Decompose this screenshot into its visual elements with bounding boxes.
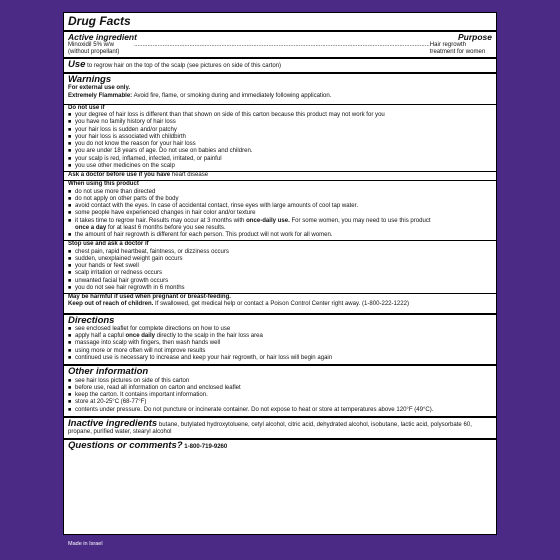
children-warning xyxy=(68,301,492,308)
list-item: ■ you are under 18 years of age. Do not use on babies and children. xyxy=(68,148,492,155)
list-item: ■ do not use more than directed xyxy=(68,189,492,196)
active-ingredient-text: Minoxidil 5% w/w (without propellant) xyxy=(68,41,120,56)
flammable-label: Extremely Flammable: xyxy=(68,92,133,99)
questions-phone: 1-800-719-9260 xyxy=(184,444,228,451)
list-item: ■ see enclosed leaflet for complete directions on how to use xyxy=(68,326,492,333)
children-label: Keep out of reach of children. xyxy=(68,301,154,308)
active-ingredient-row xyxy=(68,42,492,57)
stop-use-heading: Stop use and ask a doctor if xyxy=(68,241,149,248)
list-item: ■ apply half a capful once daily directly to the scalp in the hair loss area xyxy=(68,333,492,340)
directions-heading: Directions xyxy=(68,314,115,326)
list-item: ■ continued use is necessary to increase and keep your hair regrowth, or hair loss will begin again xyxy=(68,355,492,362)
list-item: ■ unwanted facial hair growth occurs xyxy=(68,278,492,285)
list-item: ■ your degree of hair loss is different than that shown on side of this carton because this product may not work for you xyxy=(68,112,492,119)
warnings-heading: Warnings xyxy=(68,73,112,85)
ask-doctor-text: heart disease xyxy=(171,172,209,179)
list-item: ■ your hair loss is sudden and/or patchy xyxy=(68,127,492,134)
list-item: ■ using more or more often will not improve results xyxy=(68,348,492,355)
list-item: ■ you use other medicines on the scalp xyxy=(68,163,492,170)
list-item: ■ before use, read all information on carton and enclosed leaflet xyxy=(68,385,492,392)
use-text: to regrow hair on the top of the scalp (see pictures on side of this carton) xyxy=(87,63,282,70)
list-item: ■ it takes time to regrow hair. Results may occur at 3 months with once-daily use. For some women, you may need to use this product once a day for at least 6 months before you see results. xyxy=(68,218,492,233)
questions-section xyxy=(68,440,492,451)
list-item: ■ massage into scalp with fingers, then wash hands well xyxy=(68,340,492,347)
when-using-list xyxy=(68,189,492,240)
pregnant-warning: May be harmful if used when pregnant or breast-feeding. xyxy=(68,294,231,301)
list-item: ■ your hands or feet swell xyxy=(68,263,492,270)
made-in-text: Made in Israel xyxy=(68,541,103,547)
use-section xyxy=(68,59,492,70)
list-item: ■ your scalp is red, inflamed, infected, irritated, or painful xyxy=(68,156,492,163)
inactive-heading: Inactive ingredients xyxy=(68,417,158,429)
dot-leader: ................................................................................................................................................................................ xyxy=(134,41,430,48)
list-item: ■ the amount of hair regrowth is different for each person. This product will not work for all women. xyxy=(68,232,492,239)
ask-doctor-line xyxy=(68,172,492,179)
list-item: ■ chest pain, rapid heartbeat, faintness, or dizziness occurs xyxy=(68,249,492,256)
list-item: ■ your hair loss is associated with childbirth xyxy=(68,134,492,141)
list-item: ■ keep the carton. It contains important information. xyxy=(68,392,492,399)
list-item: ■ scalp irritation or redness occurs xyxy=(68,270,492,277)
external-use-text: For external use only. xyxy=(68,85,131,92)
children-text: If swallowed, get medical help or contact a Poison Control Center right away. (1-800-222-1222) xyxy=(155,301,410,308)
drug-facts-title: Drug Facts xyxy=(68,14,131,28)
list-item: ■ do not apply on other parts of the body xyxy=(68,196,492,203)
inactive-section xyxy=(68,418,492,437)
questions-heading: Questions or comments? xyxy=(68,440,183,452)
purpose-heading: Purpose xyxy=(457,31,492,42)
list-item: ■ some people have experienced changes in hair color and/or texture xyxy=(68,210,492,217)
drug-facts-panel xyxy=(63,12,497,535)
flammable-text: Avoid fire, flame, or smoking during and immediately following application. xyxy=(133,92,332,99)
do-not-use-heading: Do not use if xyxy=(68,104,105,111)
list-item: ■ sudden, unexplained weight gain occurs xyxy=(68,256,492,263)
directions-list xyxy=(68,326,492,362)
stop-use-list xyxy=(68,249,492,293)
list-item: ■ you do not know the reason for your hair loss xyxy=(68,141,492,148)
when-using-heading: When using this product xyxy=(68,181,139,188)
flammable-line xyxy=(68,93,492,100)
list-item: ■ store at 20-25°C (68-77°F) xyxy=(68,399,492,406)
other-info-list xyxy=(68,378,492,414)
list-item: ■ see hair loss pictures on side of this carton xyxy=(68,378,492,385)
list-item: ■ contents under pressure. Do not puncture or incinerate container. Do not expose to heat or store at temperatures above 120°F (49°C). xyxy=(68,407,492,414)
inactive-text: butane, butylated hydroxytoluene, cetyl alcohol, citric acid, dehydrated alcohol, isobutane, lactic acid, polysorbate 60, propane, purified water, stearyl alcohol xyxy=(68,421,472,436)
list-item: ■ you do not see hair regrowth in 6 months xyxy=(68,285,492,292)
do-not-use-list xyxy=(68,112,492,170)
use-heading: Use xyxy=(68,59,86,71)
list-item: ■ avoid contact with the eyes. In case of accidental contact, rinse eyes with large amounts of cool tap water. xyxy=(68,203,492,210)
ask-doctor-heading: Ask a doctor before use if you have xyxy=(68,172,171,179)
list-item: ■ you have no family history of hair loss xyxy=(68,119,492,126)
other-info-heading: Other information xyxy=(68,366,149,378)
active-ingredient-heading: Active ingredient xyxy=(68,31,137,42)
purpose-text: Hair regrowth treatment for women xyxy=(429,41,486,56)
